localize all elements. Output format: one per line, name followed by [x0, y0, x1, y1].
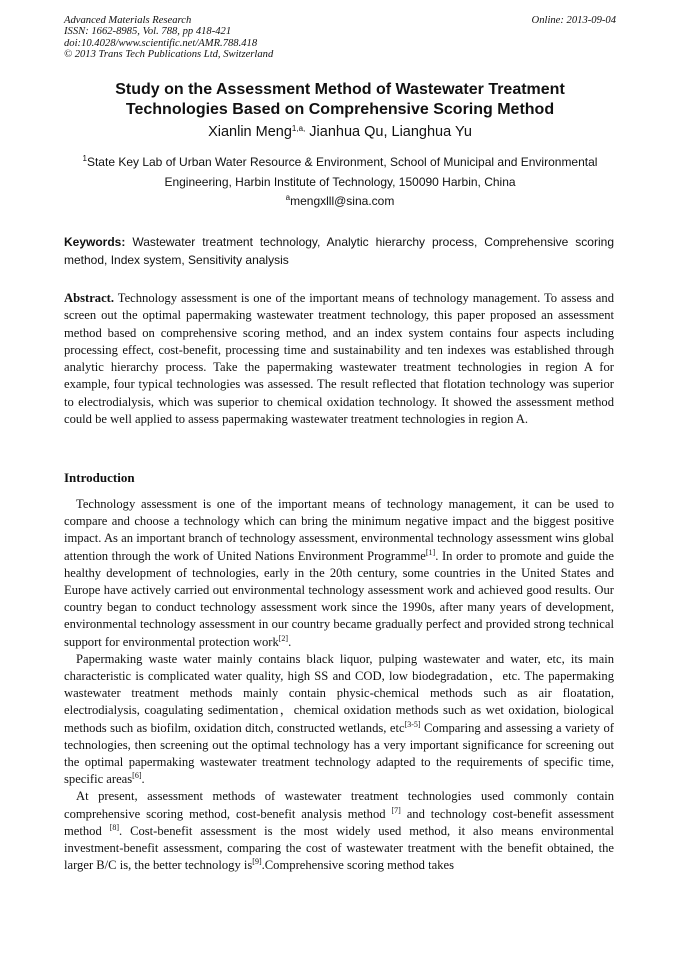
paragraph-1-text-a: Technology assessment is one of the important means of technology management, it can be used to compare and choose a technology which can bring the minimum negative impact and the biggest positive impact. As an important branch of technology assessment, environmental technology assessment wins global attention through the work of United Nations Environment Programme	[64, 497, 614, 563]
email-mark: a	[285, 193, 291, 202]
keywords-text: Wastewater treatment technology, Analytic hierarchy process, Comprehensive scoring method, Index system, Sensitivity analysis	[64, 235, 614, 267]
affiliation-line-1: State Key Lab of Urban Water Resource & Environment, School of Municipal and Environmental	[86, 155, 598, 169]
keywords	[64, 233, 614, 269]
affiliation	[64, 152, 616, 192]
paragraph-1-text-c: .	[288, 634, 292, 649]
author-first-affiliation-mark: 1,a,	[291, 124, 306, 133]
online-date: Online: 2013-09-04	[531, 15, 616, 26]
citation-1: [1]	[425, 547, 436, 557]
paragraph-3-text-d: .Comprehensive scoring method takes	[261, 858, 454, 873]
title-line-1: Study on the Assessment Method of Wastewater Treatment	[115, 81, 565, 98]
copyright-line: © 2013 Trans Tech Publications Ltd, Switzerland	[64, 49, 274, 61]
introduction-body	[64, 496, 614, 874]
paragraph-3-text-c: . Cost-benefit assessment is the most widely used method, it also means environmental investment-benefit assessment, comparing the cost of wastewater treatment with the benefit obtained, the larger B/C is, the better technology is	[64, 823, 614, 873]
citation-3-5: [3-5]	[404, 719, 421, 729]
abstract-text: Technology assessment is one of the important means of technology management. To assess and screen out the optimal papermaking wastewater treatment technology, this paper proposed an assessment method based on comprehensive scoring method, and an index system contains four aspects including processing effect, cost-benefit, processing time and sustainability and ten indexes was established through analytic hierarchy process. Take the papermaking wastewater treatment technologies in region A for example, four typical technologies was assessed. The result reflected that flotation technology was superior to electrodialysis, which was superior to chemical oxidation technology. It showed the assessment method could be well applied to assess papermaking wastewater treatment technologies in region A.	[64, 291, 614, 427]
citation-6: [6]	[132, 771, 142, 781]
citation-2: [2]	[278, 633, 289, 643]
journal-name: Advanced Materials Research	[64, 15, 192, 26]
keywords-label: Keywords:	[64, 235, 126, 249]
paragraph-2	[64, 651, 614, 789]
abstract	[64, 290, 614, 428]
section-heading-introduction: Introduction	[64, 470, 135, 485]
paragraph-1	[64, 496, 614, 651]
paragraph-3	[64, 788, 614, 874]
citation-9: [9]	[252, 857, 262, 867]
paragraph-2-text-b: Comparing and assessing a variety of technologies, then screening out the optimal technology has a very important significance for screening out the optimal papermaking wastewater treatment technology adapted to the requirements of specific time, specific areas	[64, 720, 614, 787]
affiliation-line-2: Engineering, Harbin Institute of Technology, 150090 Harbin, China	[164, 175, 516, 189]
author-email	[64, 194, 616, 208]
affiliation-mark: 1	[82, 154, 87, 163]
author-rest: Jianhua Qu, Lianghua Yu	[305, 124, 472, 140]
author-list	[64, 124, 616, 140]
email-address: mengxlll@sina.com	[290, 194, 395, 208]
paper-title	[64, 80, 616, 120]
citation-8: [8]	[109, 822, 120, 832]
doi-line: doi:10.4028/www.scientific.net/AMR.788.418	[64, 37, 258, 49]
paragraph-3-text-b: and technology cost-benefit assessment method	[64, 806, 614, 838]
paragraph-2-text-a: Papermaking waste water mainly contains black liquor, pulping wastewater and water, etc, its main characteristic is complicated water quality, high SS and COD, low biodegradation，etc. The papermaking wastewater treatment methods mainly contain physic-chemical methods such as air floatation, electrodialysis, coagulating sedimentation，chemical oxidation methods such as wet oxidation, biological methods such as biofilm, oxidation ditch, constructed wetlands, etc	[64, 651, 614, 735]
paragraph-3-text-a: At present, assessment methods of wastewater treatment technologies used commonly contain comprehensive scoring method, cost-benefit analysis method	[64, 789, 614, 821]
author-first: Xianlin Meng	[208, 124, 292, 140]
paragraph-1-text-b: . In order to promote and guide the healthy development of technologies, early in the 20th century, some countries in the United States and Europe have actively carried out environmental technology assessment work and achieved good results. Our country began to conduct technology assessment work since the 1990s, after many years of development, environmental technology assessment in our country became gradually perfect and provided strong technical support for environmental protection work	[64, 548, 615, 649]
paragraph-2-text-c: .	[141, 772, 145, 787]
title-line-2: Technologies Based on Comprehensive Scoring Method	[125, 101, 555, 118]
journal-header	[64, 15, 616, 61]
abstract-label: Abstract.	[64, 291, 115, 305]
issn-line: ISSN: 1662-8985, Vol. 788, pp 418-421	[64, 26, 232, 38]
citation-7: [7]	[391, 805, 401, 815]
